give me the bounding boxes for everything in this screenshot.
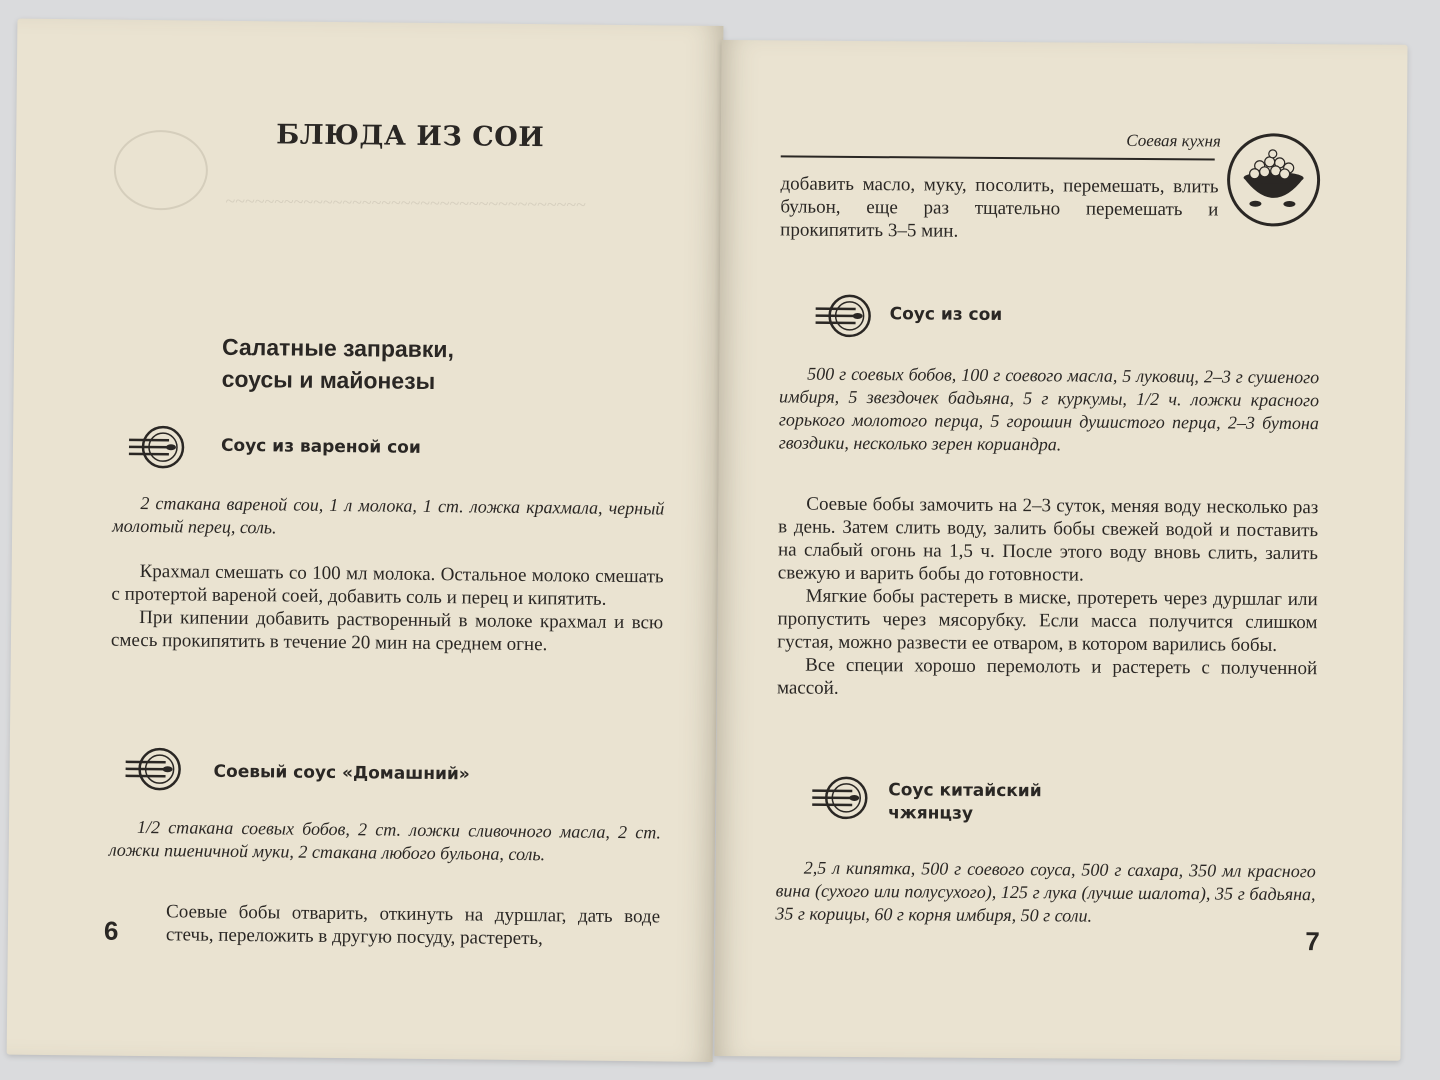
recipe-title-line-2: чжянцзу [888,803,974,824]
instruction-paragraph: Крахмал смешать со 100 мл молока. Остальное молоко смешать с протертой вареной соей, добавить соль и перец и кипятить. [111,560,664,610]
ingredients-text: 1/2 стакана соевых бобов, 2 ст. ложки сливочного масла, 2 ст. ложки пшеничной муки, 2 стакана любого бульона, соль. [108,816,662,865]
continued-text [780,172,1218,244]
instruction-paragraph: При кипении добавить растворенный в молоке крахмал и всю смесь прокипятить в течение 20 мин на среднем огне. [110,606,664,656]
running-header: Соевая кухня [1126,130,1221,151]
plate-fork-spoon-icon [808,775,870,825]
ingredients-text: 500 г соевых бобов, 100 г соевого масла, 5 луковиц, 2–3 г сушеного имбиря, 5 звездочек бадьяна, 5 г куркумы, 1/2 ч. ложки красного горького молотого перца, 5 горошин душистого перца, 2–3 бутона гвоздики, несколько зерен кориандра. [778,363,1320,455]
page-number: 6 [103,915,119,946]
recipe-instructions [166,900,660,951]
recipe-instructions [111,560,664,658]
recipe-title-soy-sauce-boiled: Соус из вареной сои [220,435,421,458]
bowl-of-beans-icon [1225,132,1322,229]
instruction-paragraph: Соевые бобы отварить, откинуть на дуршлаг, дать воде стечь, переложить в другую посуду, растереть, [165,901,661,950]
plate-fork-spoon-icon [811,293,873,343]
section-title-line-1: Салатные заправки, [221,333,455,363]
right-page [714,40,1407,1061]
recipe-ingredients [109,816,661,868]
plate-fork-spoon-icon [121,746,184,797]
instruction-paragraph: Мягкие бобы растереть в миске, протереть через дуршлаг или пропустить через мясорубку. Если масса получится слишком густая, можно развести ее отваром, в котором варились бобы. [777,585,1318,656]
recipe-title-soy-sauce-homemade: Соевый соус «Домашний» [213,761,470,785]
page-number: 7 [1305,926,1320,957]
ingredients-text: 2,5 л кипятка, 500 г соевого соуса, 500 г сахара, 350 мл красного вина (сухого или полусухого), 125 г лука (лучше шалота), 35 г бадьяна, 35 г корицы, 60 г корня имбиря, 50 г соли. [775,857,1316,926]
ingredients-text: 2 стакана вареной сои, 1 л молока, 1 ст. ложка крахмала, черный молотый перец, соль. [112,492,665,538]
instruction-paragraph: Все специи хорошо перемолоть и растереть с полученной массой. [776,654,1318,699]
recipe-instructions [777,492,1318,703]
recipe-title-line-1: Соус китайский [888,780,1042,802]
plate-fork-spoon-icon [125,424,188,475]
show-through-text: ~~~~~~~~~~~~~~~~~~~~~~~~~~~~~~~~~~~~~ [225,190,586,215]
instruction-paragraph: Соевые бобы замочить на 2–3 суток, меняя воду несколько раз в день. Затем слить воду, залить бобы свежей водой и поставить на слабый огонь на 1,5 ч. После этого воду вновь слить, залить свежую и варить бобы до готовности. [777,493,1319,586]
header-rule [781,155,1215,160]
faint-emblem-show-through [113,130,208,211]
recipe-ingredients [112,492,664,544]
recipe-title-chinese-sauce [888,779,1042,826]
section-title [222,331,543,398]
left-page [7,19,724,1062]
recipe-ingredients [779,362,1320,458]
recipe-ingredients [775,856,1315,929]
section-title-line-2: соусы и майонезы [221,365,436,395]
recipe-title-soy-sauce: Соус из сои [889,304,1003,325]
continuation-paragraph: добавить масло, муку, посолить, перемешать, влить бульон, еще раз тщательно перемешать и прокипятить 3–5 мин. [780,173,1219,242]
page-title: БЛЮДА ИЗ СОИ [276,119,545,154]
